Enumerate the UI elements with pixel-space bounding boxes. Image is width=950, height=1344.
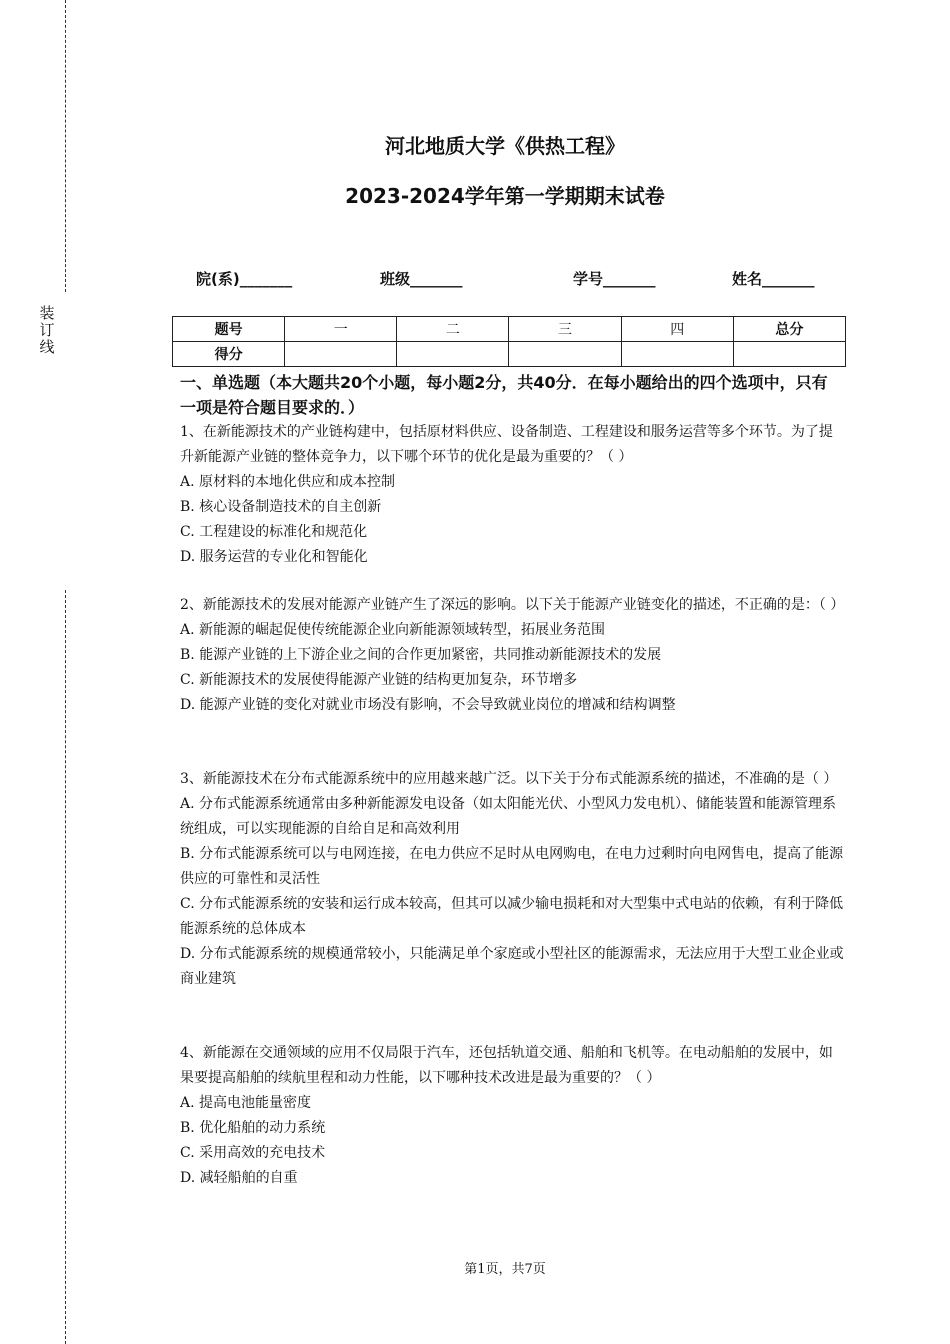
option-d: D. 减轻船舶的自重	[180, 1170, 298, 1186]
option-a: A. 提高电池能量密度	[180, 1095, 312, 1111]
page-footer: 第1页，共7页	[464, 1262, 546, 1277]
question-1	[180, 420, 845, 570]
score-cell[interactable]	[397, 342, 509, 367]
score-table	[172, 316, 846, 367]
exam-title-school: 河北地质大学《供热工程》	[385, 134, 625, 158]
option-d: D. 能源产业链的变化对就业市场没有影响，不会导致就业岗位的增减和结构调整	[180, 697, 676, 713]
student-id-field[interactable]: 学号_______	[573, 270, 656, 288]
exam-title-term: 2023-2024学年第一学期期末试卷	[345, 184, 665, 208]
option-c: C. 新能源技术的发展使得能源产业链的结构更加复杂，环节增多	[180, 672, 578, 688]
question-stem: 2、新能源技术的发展对能源产业链产生了深远的影响。以下关于能源产业链变化的描述，不正确的是：（ ）	[180, 597, 845, 613]
option-b: B. 能源产业链的上下游企业之间的合作更加紧密，共同推动新能源技术的发展	[180, 647, 662, 663]
score-cell[interactable]	[621, 342, 733, 367]
question-4	[180, 1041, 845, 1191]
option-d: D. 服务运营的专业化和智能化	[180, 549, 368, 565]
question-2	[180, 593, 845, 718]
option-a: A. 新能源的崛起促使传统能源企业向新能源领域转型，拓展业务范围	[180, 622, 606, 638]
score-cell[interactable]	[285, 342, 397, 367]
score-header-cell: 四	[621, 317, 733, 342]
option-d: D. 分布式能源系统的规模通常较小，只能满足单个家庭或小型社区的能源需求，无法应用于大型工业企业或商业建筑	[180, 946, 844, 987]
class-field[interactable]: 班级_______	[380, 270, 463, 288]
binding-char-3: 线	[39, 338, 55, 356]
score-header-cell: 三	[509, 317, 621, 342]
section-heading: 一、单选题（本大题共20个小题，每小题2分，共40分．在每小题给出的四个选项中，只有一项是符合题目要求的．）	[180, 373, 828, 417]
binding-char-1: 装	[39, 304, 55, 322]
option-c: C. 工程建设的标准化和规范化	[180, 524, 368, 540]
name-field[interactable]: 姓名_______	[732, 270, 815, 288]
department-field[interactable]: 院(系)_______	[196, 270, 293, 288]
score-header-cell: 一	[285, 317, 397, 342]
score-header-cell: 总分	[733, 317, 845, 342]
question-3	[180, 767, 845, 992]
binding-char-2: 订	[39, 321, 55, 339]
student-info-row	[0, 268, 950, 292]
option-c: C. 采用高效的充电技术	[180, 1145, 326, 1161]
score-header-cell: 题号	[173, 317, 285, 342]
option-b: B. 分布式能源系统可以与电网连接，在电力供应不足时从电网购电，在电力过剩时向电网售电，提高了能源供应的可靠性和灵活性	[180, 846, 844, 887]
score-header-cell: 二	[397, 317, 509, 342]
score-row-label: 得分	[173, 342, 285, 367]
question-stem: 1、在新能源技术的产业链构建中，包括原材料供应、设备制造、工程建设和服务运营等多个环节。为了提升新能源产业链的整体竞争力，以下哪个环节的优化是最为重要的？（ ）	[180, 424, 833, 465]
score-cell[interactable]	[733, 342, 845, 367]
option-b: B. 核心设备制造技术的自主创新	[180, 499, 382, 515]
option-a: A. 分布式能源系统通常由多种新能源发电设备（如太阳能光伏、小型风力发电机）、储能装置和能源管理系统组成，可以实现能源的自给自足和高效利用	[180, 796, 837, 837]
binding-line-bottom	[65, 590, 66, 1344]
question-stem: 3、新能源技术在分布式能源系统中的应用越来越广泛。以下关于分布式能源系统的描述，不准确的是（ ）	[180, 771, 838, 787]
binding-label	[38, 305, 56, 356]
score-table-header-row	[173, 317, 846, 342]
score-table-score-row	[173, 342, 846, 367]
option-b: B. 优化船舶的动力系统	[180, 1120, 326, 1136]
option-a: A. 原材料的本地化供应和成本控制	[180, 474, 396, 490]
option-c: C. 分布式能源系统的安装和运行成本较高，但其可以减少输电损耗和对大型集中式电站的依赖，有利于降低能源系统的总体成本	[180, 896, 844, 937]
question-stem: 4、新能源在交通领域的应用不仅局限于汽车，还包括轨道交通、船舶和飞机等。在电动船舶的发展中，如果要提高船舶的续航里程和动力性能，以下哪种技术改进是最为重要的？（ ）	[180, 1045, 833, 1086]
score-cell[interactable]	[509, 342, 621, 367]
